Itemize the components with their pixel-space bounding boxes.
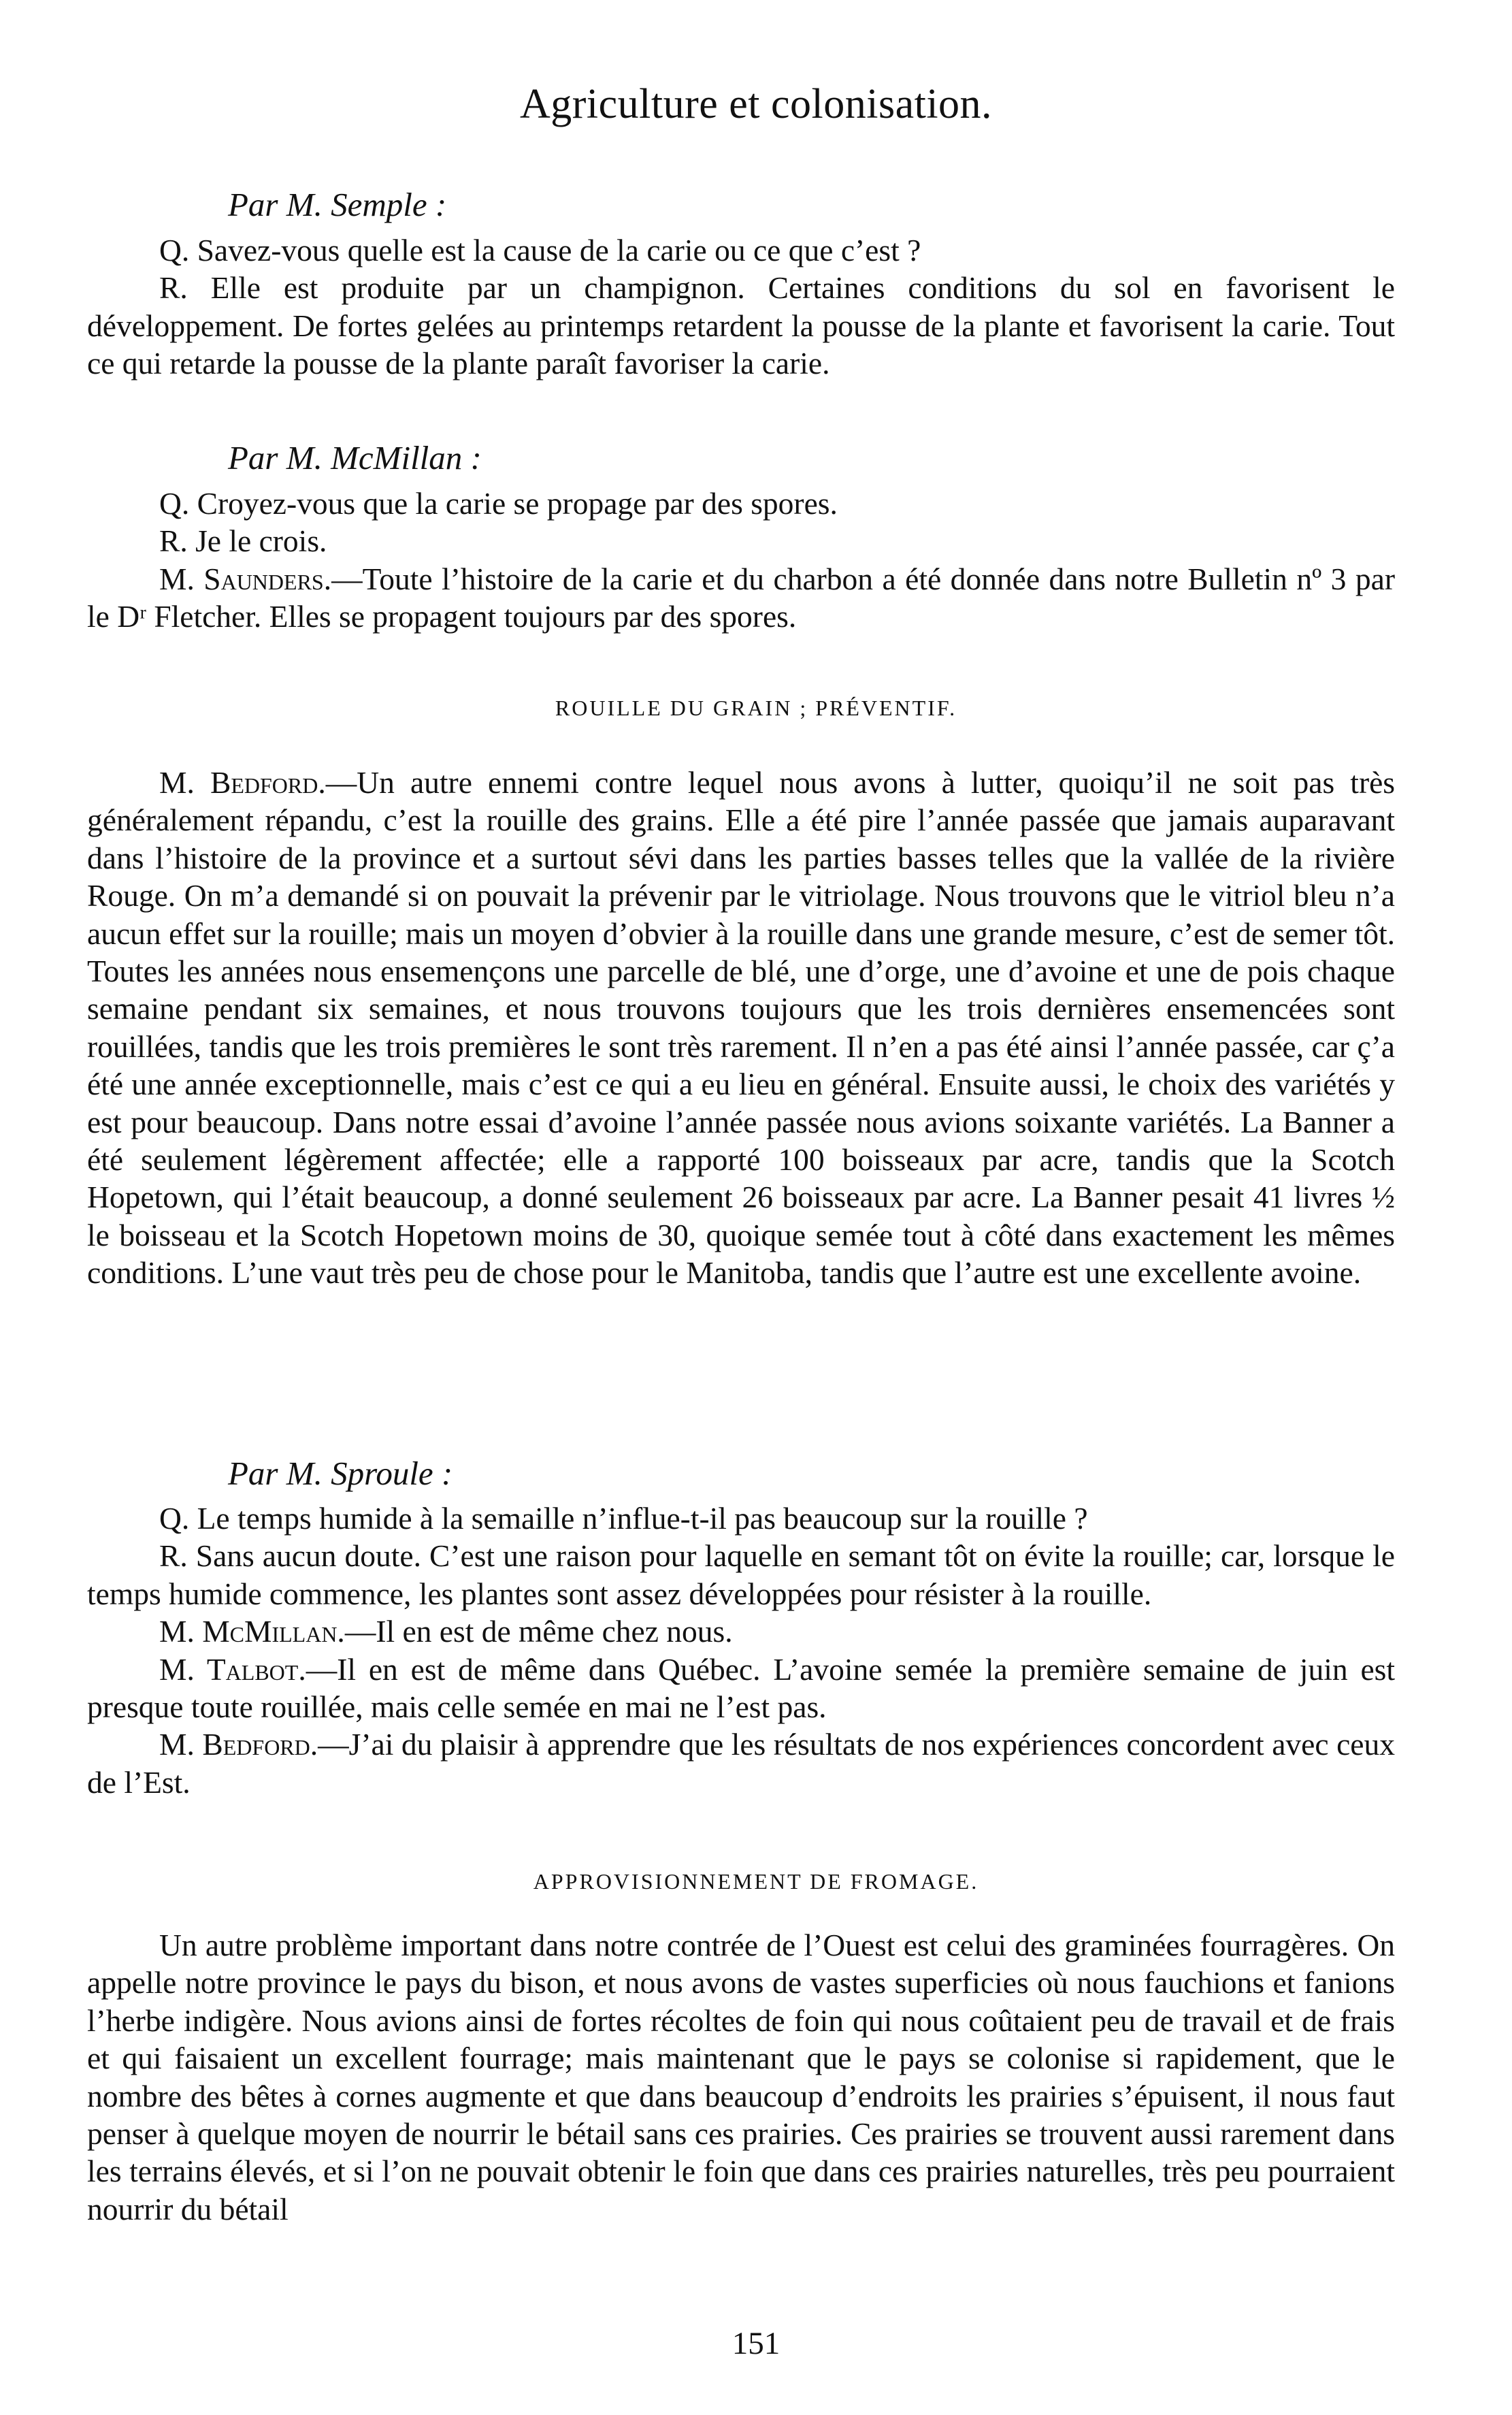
section-sproule-body (87, 1500, 1395, 1801)
speaker-mcmillan: Par M. McMillan : (228, 439, 482, 476)
section-semple (87, 188, 1395, 221)
paragraph (87, 1651, 1395, 1726)
speaker-name: M. McMillan. (159, 1614, 345, 1649)
paragraph: R. Je le crois. (159, 523, 327, 559)
speaker-name: M. Bedford. (159, 765, 326, 800)
section-sproule (87, 1457, 1395, 1490)
section-mcmillan-body (87, 485, 1395, 636)
paragraph: R. Elle est produite par un champignon. Certaines conditions du sol en favorisent le développement. De fortes gelées au printemps retardent la pousse de la plante et favorisent la carie. Tout ce qui retarde la pousse de la plante paraît favoriser la carie. (87, 270, 1395, 381)
speaker-sproule: Par M. Sproule : (228, 1455, 453, 1492)
paragraph (87, 560, 1395, 636)
paragraph: R. Sans aucun doute. C’est une raison pour laquelle en semant tôt on évite la rouille; car, lorsque le temps humide commence, les plantes sont assez développées pour résister à la rouille. (87, 1538, 1395, 1611)
speaker-text: —J’ai du plaisir à apprendre que les résultats de nos expériences concordent avec ceux de l’Est. (87, 1727, 1396, 1800)
speaker-text: —Un autre ennemi contre lequel nous avons à lutter, quoiqu’il ne soit pas très généralement répandu, c’est la rouille des grains. Elle a été pire l’année passée que jamais auparavant dans l’histoire de la province et a surtout sévi dans les parties basses telles que la vallée de la rivière Rouge. On m’a demandé si on pouvait la prévenir par le vitriolage. Nous trouvons que le vitriol bleu n’a aucun effet sur la rouille; mais un moyen d’obvier à la rouille dans une grande mesure, c’est de semer tôt. Toutes les années nous ensemençons une parcelle de blé, une d’orge, une d’avoine et une de pois chaque semaine pendant six semaines, et nous trouvons toujours que les trois dernières ensemencées sont rouillées, tandis que les trois premières le sont très rarement. Il n’en a pas été ainsi l’année passée, car ç’a été une année exceptionnelle, mais c’est ce qui a eu lieu en général. Ensuite aussi, le choix des variétés y est pour beaucoup. Dans notre essai d’avoine l’année passée nous avions soixante variétés. La Banner a été seulement légèrement affectée; elle a rapporté 100 boisseaux par acre, tandis que la Scotch Hopetown, qui l’était beaucoup, a donné seulement 26 boisseaux par acre. La Banner pesait 41 livres ½ le boisseau et la Scotch Hopetown moins de 30, quoique semée tout à côté dans exactement les mêmes conditions. L’une vaut très peu de chose pour le Manitoba, tandis que l’autre est une excellente avoine. (87, 765, 1396, 1291)
speaker-text: —Il en est de même chez nous. (344, 1614, 733, 1649)
paragraph: Q. Savez-vous quelle est la cause de la carie ou ce que c’est ? (159, 233, 921, 268)
paragraph: Q. Croyez-vous que la carie se propage par des spores. (159, 486, 838, 521)
section-bedford (87, 764, 1395, 1292)
speaker-semple: Par M. Semple : (228, 186, 447, 223)
section-heading: ROUILLE DU GRAIN ; PRÉVENTIF. (555, 696, 957, 720)
section-mcmillan (87, 441, 1395, 474)
speaker-text: —Il en est de même dans Québec. L’avoine semée la première semaine de juin est presque toute rouillée, mais celle semée en mai ne l’est pas. (87, 1651, 1395, 1725)
paragraph: Q. Le temps humide à la semaille n’influe-t-il pas beaucoup sur la rouille ? (159, 1501, 1088, 1536)
paragraph (87, 1725, 1395, 1801)
paragraph (87, 764, 1395, 1292)
speaker-name: M. Saunders. (159, 561, 332, 596)
speaker-name: M. Talbot. (159, 1651, 306, 1687)
section-fromage (87, 1926, 1395, 2228)
section-heading: APPROVISIONNEMENT DE FROMAGE. (533, 1869, 979, 1894)
section-semple-body (87, 231, 1395, 383)
speaker-name: M. Bedford. (159, 1727, 318, 1762)
paragraph: Un autre problème important dans notre contrée de l’Ouest est celui des graminées fourragères. On appelle notre province le pays du bison, et nous avons de vastes superficies où nous fauchions et fanions l’herbe indigère. Nous avions ainsi de fortes récoltes de foin qui nous coûtaient peu de travail et de frais et qui faisaient un excellent fourrage; mais maintenant que le pays se colonise si rapidement, que le nombre des bêtes à cornes augmente et que dans beaucoup d’endroits les prairies s’épuisent, il nous faut penser à quelque moyen de nourrir le bétail sans ces prairies. Ces prairies se trouvent aussi rarement dans les terrains élevés, et si l’on ne pouvait obtenir le foin que dans ces prairies naturelles, très peu pourraient nourrir du bétail (87, 1928, 1395, 2226)
page-number: 151 (732, 2326, 780, 2361)
paragraph (87, 1612, 1395, 1650)
page-title: Agriculture et colonisation. (519, 81, 993, 127)
speaker-text: —Toute l’histoire de la carie et du charbon a été donnée dans notre Bulletin nº 3 par le Dʳ Fletcher. Elles se propagent toujours par des spores. (87, 561, 1395, 634)
